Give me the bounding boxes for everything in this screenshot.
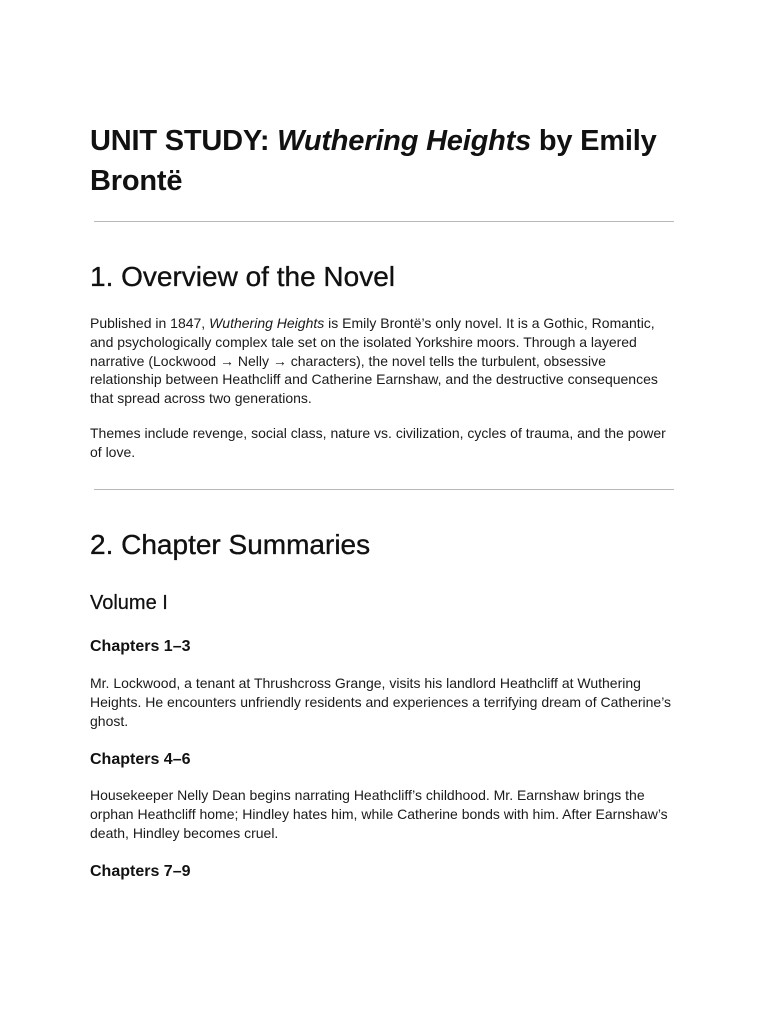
chapter-group-summary: Mr. Lockwood, a tenant at Thrushcross Grange, visits his landlord Heathcliff at Wuthering Heights. He encounters unfriendly residents and experiences a terrifying dream of Catherine’s ghost. (90, 675, 672, 729)
overview-paragraph-1 (90, 314, 680, 408)
chapter-group-title: Chapters 1–3 (90, 638, 191, 655)
chapter-group-title: Chapters 4–6 (90, 751, 191, 768)
title-suffix: by Emily Brontë (90, 125, 657, 197)
title-book: Wuthering Heights (277, 125, 532, 157)
overview-paragraph-2: Themes include revenge, social class, nature vs. civilization, cycles of trauma, and the power of love. (90, 425, 666, 460)
overview-p1-book: Wuthering Heights (209, 315, 325, 331)
overview-heading: 1. Overview of the Novel (90, 261, 396, 292)
divider-1 (94, 221, 674, 222)
document-title (90, 121, 680, 201)
divider-2 (94, 489, 674, 490)
summaries-heading: 2. Chapter Summaries (90, 529, 371, 560)
title-prefix: UNIT STUDY: (90, 125, 278, 157)
overview-p1-rest: is Emily Brontë’s only novel. It is a Gothic, Romantic, and psychologically complex tale set on the isolated Yorkshire moors. Through a layered narrative (Lockwood → Nelly → characters), the novel tells the turbulent, obsessive relationship between Heathcliff and Catherine Earnshaw, and the destructive consequences that spread across two generations. (90, 315, 658, 407)
overview-p1-lead: Published in 1847, (90, 315, 210, 331)
volume-heading: Volume I (90, 592, 168, 614)
chapter-group-summary: Housekeeper Nelly Dean begins narrating Heathcliff’s childhood. Mr. Earnshaw brings the orphan Heathcliff home; Hindley hates him, while Catherine bonds with him. After Earnshaw’s death, Hindley becomes cruel. (90, 787, 668, 841)
chapter-group-title: Chapters 7–9 (90, 863, 191, 880)
